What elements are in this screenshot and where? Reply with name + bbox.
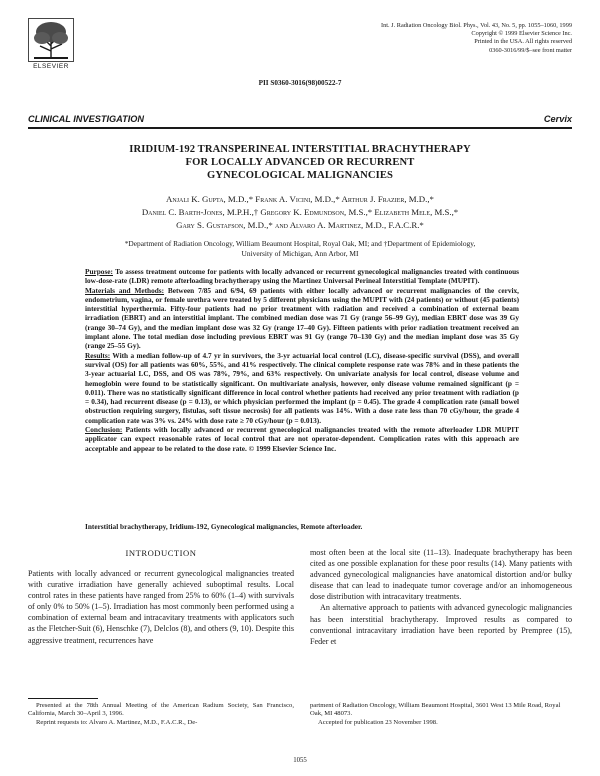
abstract-methods [85,286,519,351]
author-list [30,193,570,232]
elsevier-tree-logo-icon [28,18,74,62]
abstract-purpose [85,267,519,286]
citation-line: Int. J. Radiation Oncology Biol. Phys., Vol. 43, No. 5, pp. 1055–1060, 1999 [381,22,572,29]
affiliations [40,239,560,259]
footnote: Accepted for publication 23 November 1998. [318,718,438,726]
right-column [310,547,572,647]
footnote: Presented at the 78th Annual Meeting of the American Radium Society, San Francisco, California, March 30–April 3, 1996. [28,702,294,718]
results-label: Results: [85,350,111,360]
page-number: 1055 [293,757,307,764]
publisher-logo-text: ELSEVIER [33,63,69,70]
author-line: Anjali K. Gupta, M.D.,* Frank A. Vicini, M.D.,* Arthur J. Frazier, M.D.,* [166,194,434,204]
author-line: Daniel C. Barth-Jones, M.P.H.,† Gregory K. Edmundson, M.S.,* Elizabeth Mele, M.S.,* [141,207,459,217]
abstract-conclusion [85,425,519,453]
conclusion-text: Patients with locally advanced or recurrent gynecological malignancies treated with the remote afterloader LDR MUPIT applicator can expect reasonable rates of local control that are not operator-dependent. Complication rates with this approach are acceptable and appear to be related to the dose rate. © 1999 Elsevier Science Inc. [85,425,519,453]
section-site: Cervix [543,114,572,124]
conclusion-label: Conclusion: [85,425,123,435]
methods-label: Materials and Methods: [85,285,165,295]
results-text: With a median follow-up of 4.7 yr in survivors, the 3-yr actuarial local control (LC), disease-specific survival (DSS), and overall survival (OS) for all patients was 60%, 55%, and 41% respectively. The clinical complete response rate was 78% and in these patients the 3-year actuarial LC, DSS, and OS was 78%, 79%, and 63% respectively. On univariate analysis for local control, disease volume and hemoglobin were found to be statistically significant. On multivariate analysis, however, only disease volume remained significant (p = 0.011). There was no statistically significant difference in local control whether patients had received any prior treatment with radiation (p = 0.34), had recurrent disease (p = 0.13), or which physician performed the implant (p = 0.45). The grade 4 complication rate (small bowel obstruction requiring surgery, fistulas, soft tissue necrosis) for all patients was 14%. With a dose rate less than 70 cGy/hour, the grade 4 complication rate was 3% vs. 24% with dose rate ≥ 70 cGy/hour (p = 0.013). [85,350,519,425]
footnote: partment of Radiation Oncology, William Beaumont Hospital, 3601 West 13 Mile Road, Royal Oak, MI 48073. [310,702,561,718]
title-line: IRIDIUM-192 TRANSPERINEAL INTERSTITIAL BRACHYTHERAPY [129,144,471,155]
pii-identifier: PII S0360-3016(98)00522-7 [258,79,342,87]
title-line: GYNECOLOGICAL MALIGNANCIES [207,170,393,181]
article-title [60,143,540,182]
footnote-rule [28,698,98,699]
keywords: Interstitial brachytherapy, Iridium-192, Gynecological malignancies, Remote afterloader. [85,522,363,531]
body-paragraph: Patients with locally advanced or recurrent gynecological malignancies treated with curative irradiation have generally achieved suboptimal results. Local control rates in these patients have ranged from 25% to 60% (1–4) with survivals of only 0% to 50% (1–5). Irradiation has most commonly been performed using a combination of external beam and intracavitary treatments with applicators such as the Fletcher-Suit (6), Henschke (7), Delclos (8), and others (9, 10). Despite this aggressive treatment, recurrences have [28,569,294,645]
citation-line: 0360-3016/99/$–see front matter [489,46,572,54]
footnotes-left [28,702,294,727]
footnotes-right [310,702,572,727]
purpose-label: Purpose: [85,267,113,276]
header-rule [28,127,572,129]
methods-text: Between 7/85 and 6/94, 69 patients with either locally advanced or recurrent malignancies of the cervix, endometrium, vagina, or female urethra were treated by 5 different physicians using the MUPIT with (24 patients) or without (45 patients) interstitial hyperthermia. Fifty-four patients had no prior treatment with radiation and received a combination of external beam irradiation (EBRT) and an interstitial implant. The combined median dose was 71 Gy (range 56–99 Gy), median EBRT dose was 39 Gy (range 30–74 Gy), and the median implant dose was 32 Gy (range 17–40 Gy). Fifteen patients with prior radiation treatment received an implant alone. The total median dose including previous EBRT was 91 Gy (range 70–130 Gy) and the median implant dose was 35 Gy (range 25–55 Gy). [85,285,519,351]
footnote: Reprint requests to: Alvaro A. Martinez, M.D., F.A.C.R., De- [36,718,198,726]
affiliation-line: *Department of Radiation Oncology, William Beaumont Hospital, Royal Oak, MI; and †Department of Epidemiology, [124,239,476,248]
author-line: Gary S. Gustafson, M.D.,* and Alvaro A. Martinez, M.D., F.A.C.R.* [176,220,424,230]
title-line: FOR LOCALLY ADVANCED OR RECURRENT [185,157,415,168]
citation-line: Printed in the USA. All rights reserved [474,38,572,46]
journal-citation [272,22,572,55]
section-label: CLINICAL INVESTIGATION [28,114,145,124]
body-paragraph: most often been at the local site (11–13). Inadequate brachytherapy has been cited as one possible explanation for these poor results (14). Many patients with advanced gynecological malignancies have anatomical distortion and/or bulky disease that can lead to inadequate tumor coverage and/or an inhomogeneous dose distribution with intracavitary treatments. [310,548,572,602]
citation-line: Copyright © 1999 Elsevier Science Inc. [471,30,572,38]
abstract-results [85,351,519,425]
abstract [85,267,519,453]
left-column [28,568,294,646]
body-paragraph: An alternative approach to patients with advanced gynecologic malignancies has been interstitial brachytherapy. Improved results as compared to conventional intracavitary irradiation have been reported by Prempree (15), Feder et [310,603,572,646]
purpose-text: To assess treatment outcome for patients with locally advanced or recurrent gynecological malignancies treated with continuous low-dose-rate (LDR) remote afterloading brachytherapy using the Martinez Universal Perineal Interstitial Template (MUPIT). [85,267,519,286]
introduction-heading: INTRODUCTION [125,548,197,558]
affiliation-line: University of Michigan, Ann Arbor, MI [241,249,359,258]
